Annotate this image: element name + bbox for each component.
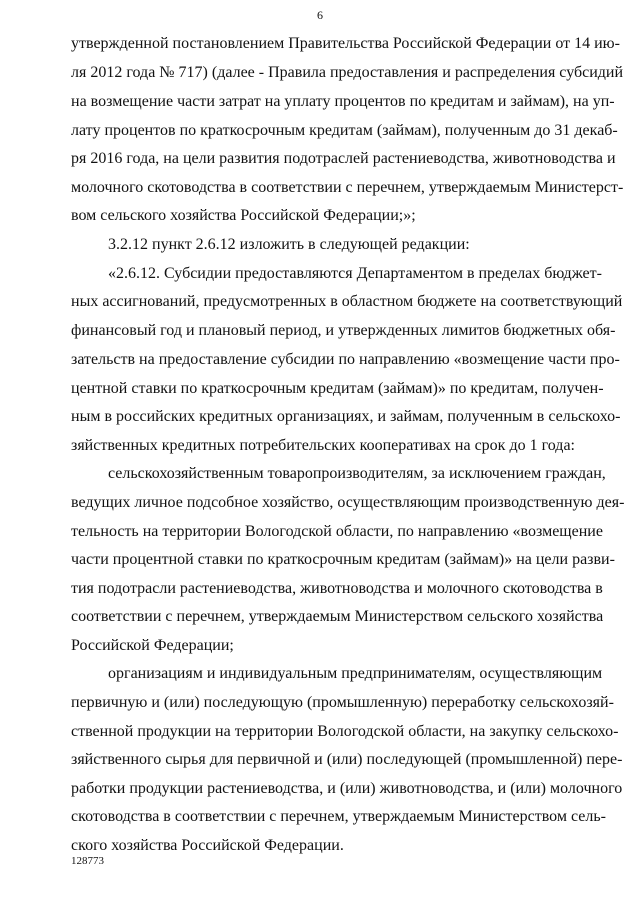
text-line: Российской Федерации;: [71, 637, 234, 654]
text-line: молочного скотоводства в соответствии с перечнем, утверждаемым Министерст-: [71, 179, 624, 196]
text-line: тельность на территории Вологодской области, по направлению «возмещение: [71, 523, 603, 540]
text-line: зяйственного сырья для первичной и (или) последующей (промышленной) пере-: [71, 751, 623, 768]
text-line: ным в российских кредитных организациях, и займам, полученным в сельскохо-: [71, 408, 621, 425]
text-line: финансовый год и плановый период, и утвержденных лимитов бюджетных обя-: [71, 322, 616, 339]
paragraph-heading: 3.2.12 пункт 2.6.12 изложить в следующей редакции:: [108, 236, 470, 253]
text-line: зяйственных кредитных потребительских кооперативах на срок до 1 года:: [71, 437, 575, 454]
text-line: центной ставки по краткосрочным кредитам (займам)» по кредитам, получен-: [71, 380, 604, 397]
text-line: организациям и индивидуальным предпринимателям, осуществляющим: [108, 665, 603, 682]
text-line: зательств на предоставление субсидии по направлению «возмещение части про-: [71, 351, 620, 368]
text-line: вом сельского хозяйства Российской Федерации;»;: [71, 207, 416, 224]
text-line: сельскохозяйственным товаропроизводителям, за исключением граждан,: [108, 465, 606, 482]
text-line: тия подотрасли растениеводства, животноводства и молочного скотоводства в: [71, 580, 603, 597]
text-line: «2.6.12. Субсидии предоставляются Департаментом в пределах бюджет-: [108, 265, 602, 282]
text-line: ля 2012 года № 717) (далее - Правила предоставления и распределения субсидий: [71, 64, 624, 81]
text-line: ведущих личное подсобное хозяйство, осуществляющим производственную дея-: [71, 494, 625, 511]
text-line: работки продукции растениеводства, и (или) животноводства, и (или) молочного: [71, 780, 623, 797]
text-line: ского хозяйства Российской Федерации.: [71, 837, 344, 854]
document-id: 128773: [71, 855, 104, 867]
text-line: утвержденной постановлением Правительства Российской Федерации от 14 ию-: [71, 35, 620, 52]
text-line: ных ассигнований, предусмотренных в областном бюджете на соответствующий: [71, 293, 623, 310]
page-number: 6: [317, 8, 323, 22]
text-line: ственной продукции на территории Вологодской области, на закупку сельскохо-: [71, 723, 619, 740]
text-line: части процентной ставки по краткосрочным кредитам (займам)» на цели разви-: [71, 551, 615, 568]
text-line: соответствии с перечнем, утверждаемым Министерством сельского хозяйства: [71, 608, 604, 625]
text-line: первичную и (или) последующую (промышленную) переработку сельскохозяй-: [71, 694, 614, 711]
text-line: ря 2016 года, на цели развития подотраслей растениеводства, животноводства и: [71, 150, 616, 167]
text-line: скотоводства в соответствии с перечнем, утверждаемым Министерством сель-: [71, 808, 606, 825]
text-line: на возмещение части затрат на уплату процентов по кредитам и займам), на уп-: [71, 93, 615, 110]
text-line: лату процентов по краткосрочным кредитам (займам), полученным до 31 декаб-: [71, 122, 618, 139]
